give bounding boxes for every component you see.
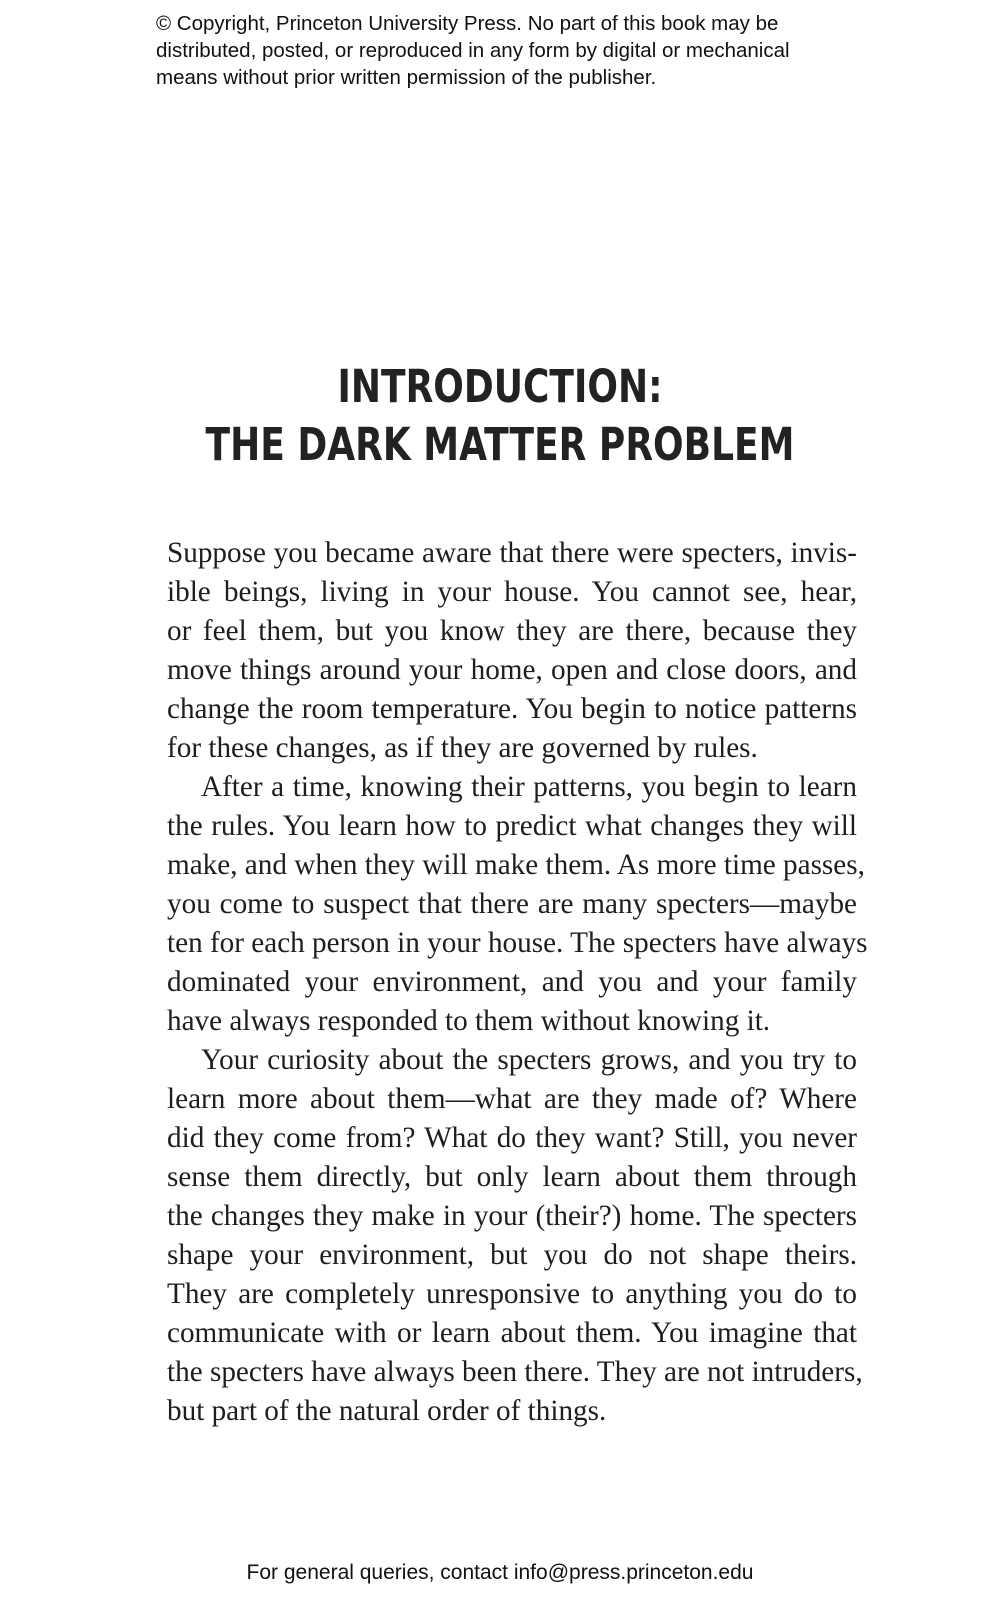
paragraph-2-line: After a time, knowing their patterns, you begin to learn xyxy=(201,771,857,803)
paragraph-1-line: ible beings, living in your house. You cannot see, hear, xyxy=(167,576,857,608)
paragraph-2-line: have always responded to them without knowing it. xyxy=(167,1005,771,1037)
paragraph-3-line: did they come from? What do they want? Still, you never xyxy=(167,1122,857,1154)
paragraph-3-line: sense them directly, but only learn about them through xyxy=(167,1161,857,1193)
paragraph-1-line: move things around your home, open and close doors, and xyxy=(167,654,857,686)
copyright-notice xyxy=(156,10,876,91)
copyright-line: means without prior written permission of the publisher. xyxy=(156,66,657,89)
copyright-line: © Copyright, Princeton University Press. No part of this book may be xyxy=(156,12,779,35)
footer-contact xyxy=(0,1560,1000,1586)
paragraph-1-line: Suppose you became aware that there were specters, invis- xyxy=(167,537,857,569)
paragraph-2-line: ten for each person in your house. The specters have always xyxy=(167,927,868,959)
footer-contact-text: For general queries, contact info@press.princeton.edu xyxy=(246,1561,754,1584)
paragraph-2-line: you come to suspect that there are many specters—maybe xyxy=(167,888,857,920)
paragraph-1-line: or feel them, but you know they are there, because they xyxy=(167,615,857,647)
paragraph-3-line: They are completely unresponsive to anything you do to xyxy=(167,1278,857,1310)
paragraph-2-line: the rules. You learn how to predict what changes they will xyxy=(167,810,857,842)
paragraph-3-line: but part of the natural order of things. xyxy=(167,1395,607,1427)
chapter-title-line-2: THE DARK MATTER PROBLEM xyxy=(205,418,795,471)
paragraph-3-line: the specters have always been there. They are not intruders, xyxy=(167,1356,863,1388)
paragraph-2-line: make, and when they will make them. As more time passes, xyxy=(167,849,865,881)
paragraph-3-line: shape your environment, but you do not shape theirs. xyxy=(167,1239,857,1271)
paragraph-2-line: dominated your environment, and you and your family xyxy=(167,966,857,998)
paragraph-3-line: learn more about them—what are they made of? Where xyxy=(167,1083,857,1115)
paragraph-3-line: the changes they make in your (their?) home. The specters xyxy=(167,1200,857,1232)
chapter-title-line-1: INTRODUCTION: xyxy=(337,360,663,413)
copyright-line: distributed, posted, or reproduced in any form by digital or mechanical xyxy=(156,39,790,62)
paragraph-1-line: for these changes, as if they are governed by rules. xyxy=(167,732,758,764)
paragraph-3-line: communicate with or learn about them. You imagine that xyxy=(167,1317,857,1349)
paragraph-3-line: Your curiosity about the specters grows, and you try to xyxy=(201,1044,857,1076)
body-text xyxy=(167,534,868,1431)
chapter-title xyxy=(100,358,900,474)
paragraph-1-line: change the room temperature. You begin to notice patterns xyxy=(167,693,857,725)
